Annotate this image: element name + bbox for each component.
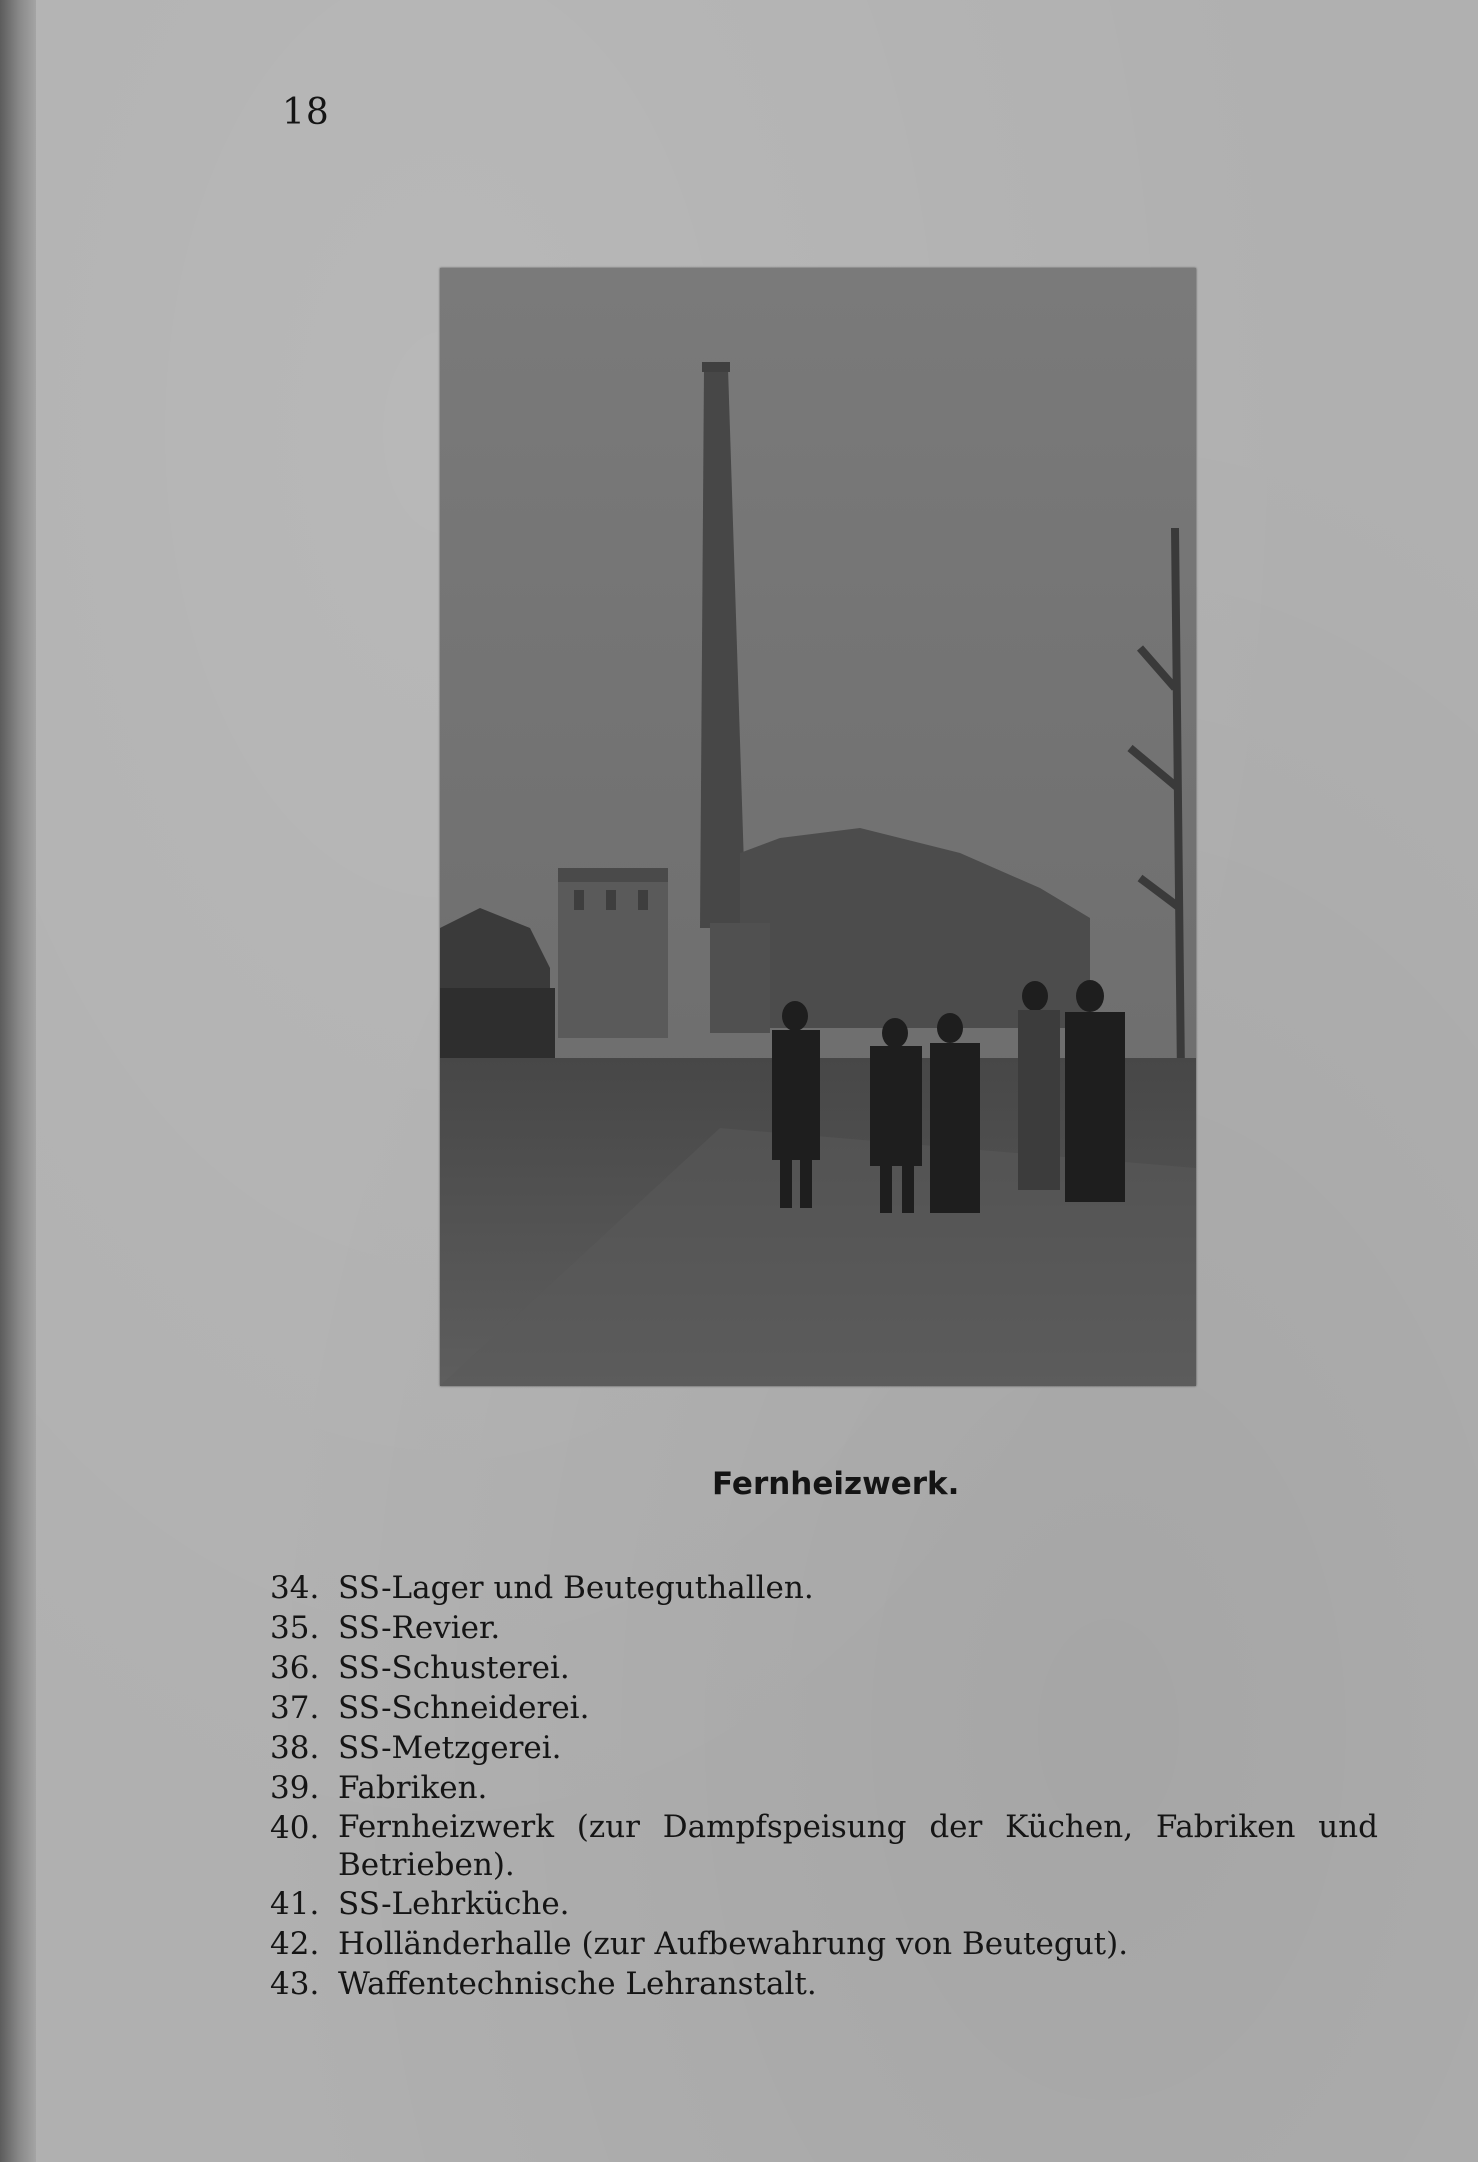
list-item [270, 1924, 1390, 1964]
book-binding-shadow [0, 0, 36, 2162]
list-item-text: SS-Lehrküche. [338, 1886, 570, 1922]
list-item [270, 1964, 1390, 2004]
list-item-text: SS-Revier. [338, 1610, 501, 1646]
list-item-text: Waffentechnische Lehranstalt. [338, 1966, 817, 2002]
list-item-text: SS-Metzgerei. [338, 1730, 562, 1766]
list-item-text: Holländerhalle (zur Aufbewahrung von Beutegut). [338, 1926, 1129, 1962]
list-item-text: SS-Lager und Beuteguthallen. [338, 1570, 814, 1606]
list-item-number: 37. [270, 1690, 320, 1726]
list-item-text: SS-Schusterei. [338, 1650, 570, 1686]
numbered-list [270, 1568, 1390, 2004]
list-item-text: SS-Schneiderei. [338, 1690, 590, 1726]
list-item-number: 35. [270, 1610, 320, 1646]
list-item-number: 40. [270, 1810, 320, 1846]
list-item-number: 41. [270, 1886, 320, 1922]
list-item-number: 36. [270, 1650, 320, 1686]
photograph-heating-plant [440, 268, 1196, 1386]
list-item [270, 1688, 1390, 1728]
list-item [270, 1768, 1390, 1808]
list-item [270, 1728, 1390, 1768]
list-item-number: 34. [270, 1570, 320, 1606]
list-item [270, 1648, 1390, 1688]
list-item-text: Fabriken. [338, 1770, 488, 1806]
list-item-number: 42. [270, 1926, 320, 1962]
list-item-number: 39. [270, 1770, 320, 1806]
list-item [270, 1608, 1390, 1648]
list-item-number: 38. [270, 1730, 320, 1766]
figure-caption: Fernheizwerk. [712, 1466, 960, 1502]
list-item [270, 1568, 1390, 1608]
list-item-text: Fernheizwerk (zur Dampfspeisung der Küchen, Fabriken und Betrieben). [338, 1809, 1378, 1883]
page-number: 18 [282, 92, 330, 133]
list-item [270, 1884, 1390, 1924]
list-item [270, 1808, 1390, 1884]
list-item-number: 43. [270, 1966, 320, 2002]
